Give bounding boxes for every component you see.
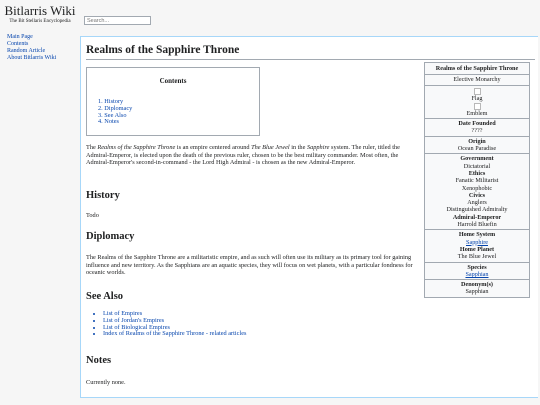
home-planet-value: The Blue Jewel — [457, 253, 497, 261]
ethics-value-2: Xenophobic — [461, 184, 493, 192]
intro-em-planet: The Blue Jewel — [251, 144, 290, 151]
intro-text-3: in the — [289, 144, 307, 151]
heading-notes: Notes — [86, 355, 112, 366]
notes-text: Currently none. — [86, 379, 126, 386]
sidebar-nav — [7, 34, 56, 62]
intro-em-empire: Realms of the Sapphire Throne — [97, 144, 176, 151]
sidebar-item-main-page[interactable]: Main Page — [7, 34, 33, 40]
denonym-value: Sapphian — [465, 288, 489, 296]
toc-item-see-also[interactable]: 3. See Also — [98, 111, 127, 119]
infobox-origin — [425, 136, 529, 154]
intro-em-system: Sapphire — [306, 144, 330, 151]
home-system-label: Home System — [458, 231, 496, 239]
history-text: Todo — [86, 212, 99, 219]
ruler-label: Admiral-Emperor — [452, 213, 502, 221]
infobox-politics — [425, 153, 529, 229]
infobox-date-founded — [425, 118, 529, 136]
link-related-articles-index[interactable]: • Index of Realms of the Sapphire Throne - related articles — [103, 331, 246, 338]
see-also-list — [103, 311, 246, 338]
toc-title: Contents — [159, 77, 187, 85]
origin-label: Origin — [468, 137, 486, 145]
diplomacy-text: The Realms of the Sapphire Throne are a militaristic empire, and as such will often use its military as its primary tool for gaining influence and new territory. As the Sapphians are an aquatic species, they will focus on wet planets, with a particular fondness for oceanic worlds. — [86, 254, 413, 277]
ethics-label: Ethics — [468, 169, 486, 177]
sidebar-item-random-article[interactable]: Random Article — [7, 48, 46, 54]
site-tagline: The Bit Stellaris Encyclopedia — [9, 19, 71, 24]
civics-label: Civics — [468, 191, 486, 199]
heading-history: History — [86, 190, 120, 201]
site-name: Bitlarris Wiki — [4, 3, 76, 18]
home-system-link[interactable]: Sapphire — [466, 238, 488, 246]
intro-text-1: The — [86, 144, 98, 151]
intro-text-4: system. The ruler, titled the Admiral-Emperor, is elected upon the death of the previous ruler, chosen to be the best military commander. Most often, the Admiral-Emperor's second-in-command - the Lord High Admiral - is chosen as the new Admiral-Emperor. — [86, 144, 400, 167]
infobox-images — [425, 85, 529, 119]
ruler-value: Harrold Bluefin — [457, 221, 497, 229]
intro-paragraph — [86, 144, 418, 167]
infobox-home — [425, 229, 529, 261]
infobox — [424, 62, 530, 298]
link-list-of-empires[interactable]: • List of Empires — [103, 311, 246, 318]
flag-image-icon — [474, 88, 481, 95]
emblem-caption: Emblem — [466, 109, 488, 117]
infobox-denonym — [425, 279, 529, 297]
government-value: Dictatorial — [463, 162, 491, 170]
infobox-title: Realms of the Sapphire Throne — [435, 65, 519, 72]
government-label: Government — [460, 155, 494, 163]
heading-see-also: See Also — [86, 291, 124, 302]
emblem-image-icon — [474, 103, 481, 110]
table-of-contents — [86, 67, 260, 136]
link-list-of-biological-empires[interactable]: • List of Biological Empires — [103, 325, 246, 332]
origin-value: Ocean Paradise — [457, 145, 497, 153]
link-list-of-jordans-empires[interactable]: • List of Jordan's Empires — [103, 318, 246, 325]
sidebar-item-about[interactable]: About Bitlarris Wiki — [7, 55, 57, 61]
infobox-government-type: Elective Monarchy — [425, 74, 529, 84]
species-label: Species — [467, 263, 487, 271]
heading-diplomacy: Diplomacy — [86, 231, 135, 242]
toc-list — [98, 99, 132, 126]
species-link[interactable]: Sapphian — [465, 270, 489, 278]
date-founded-value: ???? — [471, 127, 483, 135]
toc-item-diplomacy[interactable]: 2. Diplomacy — [98, 104, 133, 112]
toc-item-notes[interactable]: 4. Notes — [98, 118, 119, 126]
denonym-label: Denonym(s) — [461, 281, 493, 289]
infobox-species — [425, 262, 529, 280]
page-title: Realms of the Sapphire Throne — [86, 44, 535, 60]
intro-text-2: is an empire centered around — [175, 144, 252, 151]
sidebar-item-contents[interactable]: Contents — [7, 41, 29, 47]
search-input[interactable] — [84, 16, 151, 25]
date-founded-label: Date Founded — [458, 120, 496, 128]
flag-caption: Flag — [471, 94, 483, 102]
civics-value-2: Distinguished Admiralty — [446, 206, 508, 214]
home-planet-label: Home Planet — [459, 245, 495, 253]
article-content — [80, 36, 538, 398]
ethics-value-1: Fanatic Militarist — [455, 177, 499, 185]
site-logo[interactable] — [0, 4, 80, 25]
civics-value-1: Anglers — [467, 199, 487, 207]
toc-item-history[interactable]: 1. History — [98, 98, 124, 105]
